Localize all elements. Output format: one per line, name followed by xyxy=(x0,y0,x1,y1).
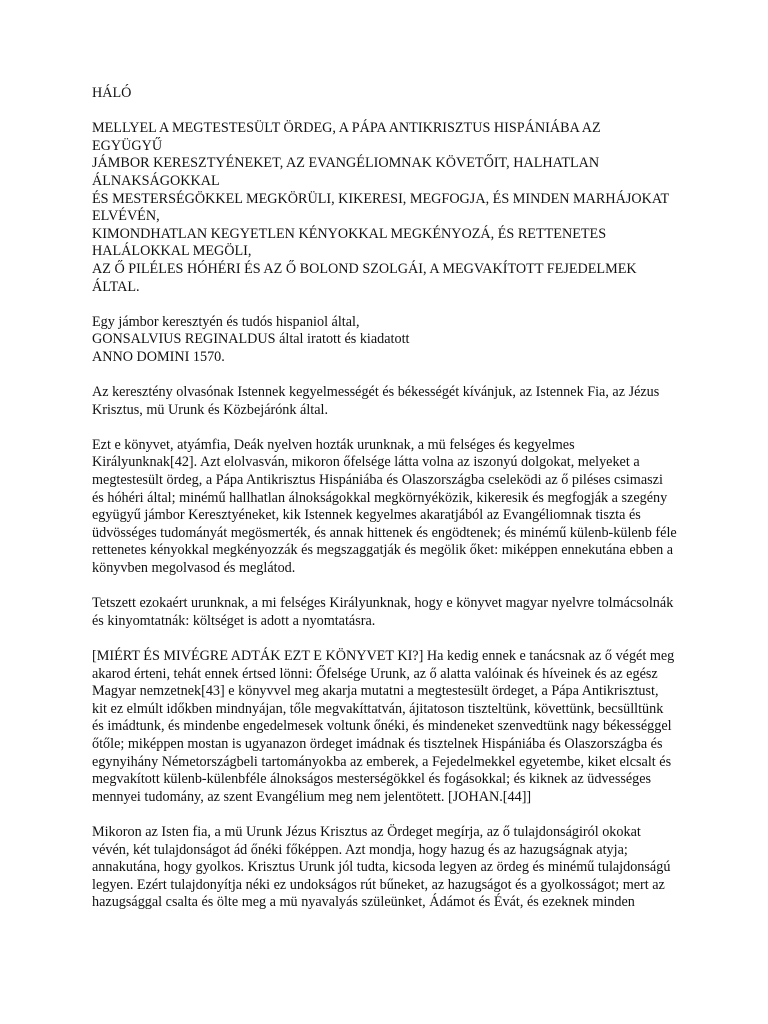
paragraph-line: egynyihány Németországbeli tartományokba az emberek, a Fejedelmekkel egyetembe, kiket elcsalt és xyxy=(92,753,672,770)
heading-line: AZ Ő PILÉLES HÓHÉRI ÉS AZ Ő BOLOND SZOLGÁI, A MEGVAKÍTOTT FEJEDELMEK xyxy=(92,260,637,277)
paragraph-line: Tetszett ezokaért urunknak, a mi felséges Királyunknak, hogy e könyvet magyar nyelvre tolmácsolnák xyxy=(92,595,674,612)
author-line: ANNO DOMINI 1570. xyxy=(92,348,225,365)
paragraph-purpose xyxy=(92,648,682,806)
heading-line: ÁLNAKSÁGOKKAL xyxy=(92,172,220,189)
paragraph-line: annakutána, hogy gyolkos. Krisztus Urunk jól tudta, kicsoda legyen az ördeg és minémű tulajdonságú xyxy=(92,859,671,876)
paragraph-line: Ezt e könyvet, atyámfia, Deák nyelven hozták urunknak, a mü felséges és kegyelmes xyxy=(92,436,575,453)
heading-line: KIMONDHATLAN KEGYETLEN KÉNYOKKAL MEGKÉNYOZÁ, ÉS RETTENETES xyxy=(92,225,607,242)
heading-line: MELLYEL A MEGTESTESÜLT ÖRDEG, A PÁPA ANTIKRISZTUS HISPÁNIÁBA AZ xyxy=(92,120,601,137)
paragraph-line: és hóhéri által; minémű hallhatlan álnokságokkal megkörnyéközik, kikeresik és megfogják a szegény xyxy=(92,489,668,506)
heading-line: ELVÉVÉN, xyxy=(92,208,160,225)
heading-line: HALÁLOKKAL MEGÖLI, xyxy=(92,243,252,260)
author-line: GONSALVIUS REGINALDUS által iratott és kiadatott xyxy=(92,331,410,348)
paragraph-devil xyxy=(92,824,682,912)
paragraph-line: Az keresztény olvasónak Istennek kegyelmességét és békességét kívánjuk, az Istennek Fia, az Jézus xyxy=(92,384,660,401)
paragraph-line: megvakított külenb-külenbféle álnokságos mesterségökkel és fogásokkal; és kiknek az üdvességes xyxy=(92,771,652,788)
document-title xyxy=(92,85,682,103)
heading-line: JÁMBOR KERESZTYÉNEKET, AZ EVANGÉLIOMNAK KÖVETŐIT, HALHATLAN xyxy=(92,155,600,172)
author-block xyxy=(92,314,682,367)
title-line: HÁLÓ xyxy=(92,85,132,101)
paragraph-line: legyen. Ezért tulajdonyítja néki ez undokságos rút bűneket, az hazugságot és a gyolkosságot; mert az xyxy=(92,876,665,893)
paragraph-translation xyxy=(92,595,682,630)
author-line: Egy jámbor keresztyén és tudós hispaniol által, xyxy=(92,313,360,330)
document-page xyxy=(92,85,682,930)
paragraph-line: hazugsággal csalta és ölte meg a mü nyavalyás szüleünket, Ádámot és Évát, és ezeknek minden xyxy=(92,894,635,911)
paragraph-line: üdvösséges tudományát megösmerték, és annak hittenek és engödtenek; és minémű külenb-külenb féle xyxy=(92,524,677,541)
paragraph-line: akarod érteni, tehát ennek értsed lönni: Őfelsége Urunk, az ő alatta valóinak és híveinek és az egész xyxy=(92,665,658,682)
paragraph-line: kit ez elmúlt időkben mindnyájan, tőle megvakíttatván, ájitatoson tiszteltünk, követtünk, becsülltünk xyxy=(92,700,664,717)
document-heading xyxy=(92,120,682,296)
heading-line: ÁLTAL. xyxy=(92,278,140,295)
paragraph-line: Mikoron az Isten fia, a mü Urunk Jézus Krisztus az Ördeget megírja, az ő tulajdonságiról okokat xyxy=(92,823,641,840)
paragraph-book-origin xyxy=(92,437,682,578)
paragraph-line: Krisztus, mü Urunk és Közbejárónk által. xyxy=(92,401,329,418)
paragraph-greeting xyxy=(92,384,682,419)
paragraph-line: rettenetes kényokkal megkényozzák és megszaggatják és megölik őket: miképpen ennekutána ebben a xyxy=(92,542,674,559)
paragraph-line: [MIÉRT ÉS MIVÉGRE ADTÁK EZT E KÖNYVET KI?] Ha kedig ennek e tanácsnak az ő végét meg xyxy=(92,648,675,664)
paragraph-line: együgyű jámbor Keresztyéneket, kik Istennek kegyelmes akaratjából az Evangéliomnak tiszta és xyxy=(92,507,641,524)
paragraph-line: Magyar nemzetnek[43] e könyvvel meg akarja mutatni a megtestesült ördeget, a Pápa Antikrisztust, xyxy=(92,683,659,700)
paragraph-line: őtőle; miképpen mostan is ugyanazon ördeget imádnak és tisztelnek Hispániába és Olaszországba és xyxy=(92,735,663,752)
heading-line: ÉS MESTERSÉGÖKKEL MEGKÖRÜLI, KIKERESI, MEGFOGJA, ÉS MINDEN MARHÁJOKAT xyxy=(92,190,670,207)
heading-line: EGYÜGYŰ xyxy=(92,137,163,154)
paragraph-line: vévén, két tulajdonságot ád őnéki főképpen. Azt mondja, hogy hazug és az hazugságnak atyja; xyxy=(92,841,628,858)
paragraph-line: könyvben megolvasod és meglátod. xyxy=(92,560,296,577)
paragraph-line: és kinyomtatnák: költséget is adott a nyomtatásra. xyxy=(92,612,376,629)
paragraph-line: Királyunknak[42]. Azt elolvasván, mikoron őfelsége látta volna az iszonyú dolgokat, melyeket a xyxy=(92,454,640,471)
paragraph-line: megtestesült ördeg, a Pápa Antikrisztus Hispániába és Olaszországba cseleködi az ő piléses csimaszi xyxy=(92,472,663,489)
paragraph-line: és imádtunk, és mindenbe engedelmesek voltunk őnéki, és mindeneket szenvedtünk nagy békességgel xyxy=(92,718,672,735)
paragraph-line: mennyei tudomány, az szent Evangélium meg nem jelentötett. [JOHAN.[44]] xyxy=(92,788,532,805)
